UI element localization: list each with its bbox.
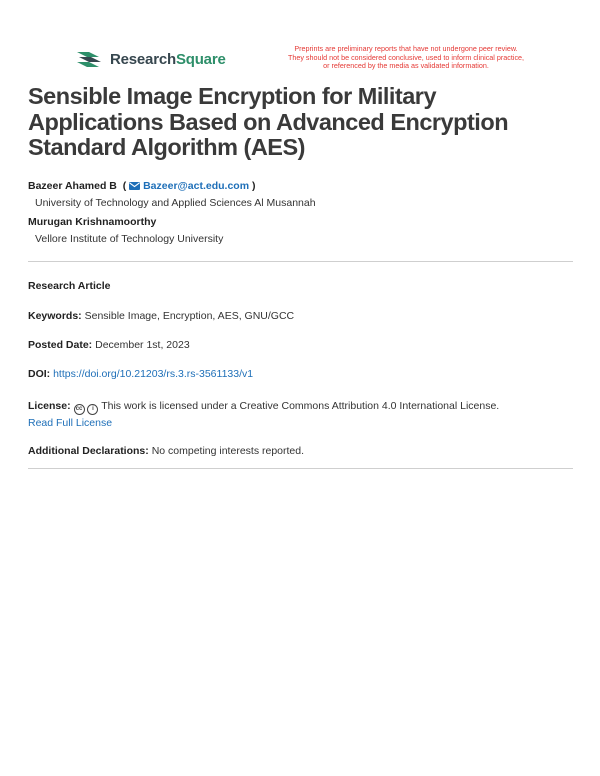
research-square-logo[interactable] [75, 48, 226, 70]
preprint-disclaimer [271, 45, 541, 71]
read-full-license-link[interactable]: Read Full License [28, 417, 113, 429]
declarations-row [28, 445, 304, 457]
declarations-value: No competing interests reported. [151, 445, 305, 457]
disclaimer-line: or referenced by the media as validated information. [323, 61, 489, 71]
logo-word-research: Research [110, 50, 176, 68]
divider [28, 468, 573, 469]
declarations-label: Additional Declarations: [28, 445, 149, 457]
disclaimer-line: Preprints are preliminary reports that have not undergone peer review. [294, 44, 518, 53]
paper-title: Sensible Image Encryption for Military Applications Based on Advanced Encryption Standard Algorithm (AES) [28, 83, 509, 160]
doi-row [28, 368, 253, 380]
doi-link[interactable]: https://doi.org/10.21203/rs.3.rs-3561133/v1 [53, 368, 254, 380]
license-row [28, 398, 573, 432]
article-type [28, 280, 111, 292]
author-email-link[interactable]: Bazeer@act.edu.com [143, 180, 250, 192]
author-name: Bazeer Ahamed B [28, 180, 117, 192]
author-2 [28, 216, 223, 245]
posted-date-label: Posted Date: [28, 339, 93, 351]
divider [28, 261, 573, 262]
license-label: License: [28, 400, 71, 412]
cc-icon: cc [74, 404, 85, 415]
author-affiliation: University of Technology and Applied Sciences Al Musannah [35, 197, 316, 209]
close-paren: ) [251, 180, 256, 192]
keywords-value: Sensible Image, Encryption, AES, GNU/GCC [84, 310, 295, 322]
logo-text [110, 51, 226, 68]
author-name: Murugan Krishnamoorthy [28, 216, 157, 228]
cc-by-icon: i [87, 404, 98, 415]
logo-word-square: Square [175, 50, 226, 68]
author-affiliation: Vellore Institute of Technology University [35, 233, 224, 245]
header [75, 46, 545, 76]
mail-icon [129, 182, 140, 190]
keywords-row [28, 310, 294, 322]
disclaimer-line: They should not be considered conclusive, used to inform clinical practice, [287, 52, 525, 62]
posted-date-value: December 1st, 2023 [95, 339, 190, 351]
keywords-label: Keywords: [28, 310, 82, 322]
open-paren: ( [119, 180, 127, 192]
article-type-label: Research Article [28, 280, 111, 292]
research-square-logo-icon [75, 48, 103, 70]
doi-label: DOI: [28, 368, 51, 380]
author-1 [28, 180, 316, 209]
license-text: This work is licensed under a Creative Commons Attribution 4.0 International License. [101, 400, 500, 412]
posted-date-row [28, 339, 190, 351]
